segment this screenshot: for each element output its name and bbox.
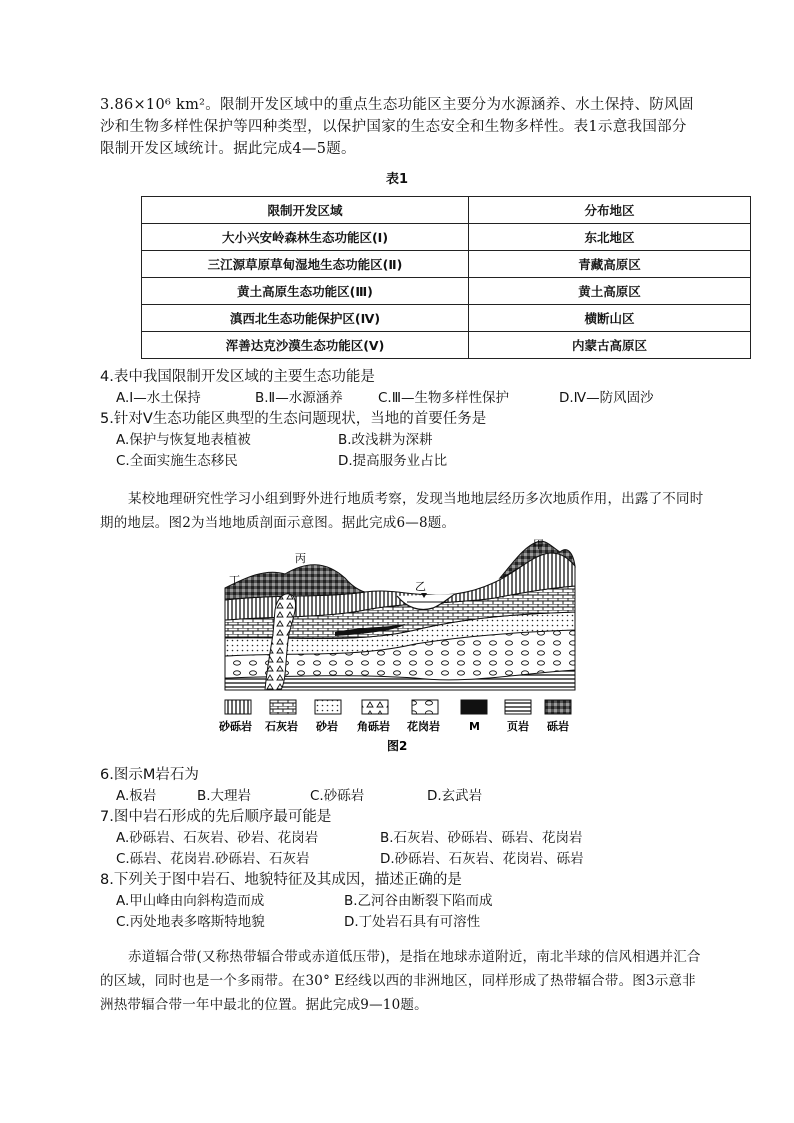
question-5-stem: 5.针对Ⅴ生态功能区典型的生态问题现状，当地的首要任务是 [100, 411, 487, 427]
legend-label: M [469, 720, 480, 733]
legend [219, 700, 571, 733]
table-cell: 东北地区 [469, 224, 751, 251]
table-row [142, 251, 751, 278]
intro-paragraph-2: 某校地理研究性学习小组到野外进行地质考察，发现当地地层经历多次地质作用，出露了不同时期的地层。图2为当地地质剖面示意图。据此完成6—8题。 [100, 491, 704, 531]
option-d: D.丁处岩石具有可溶性 [344, 914, 481, 930]
legend-label: 石灰岩 [265, 720, 298, 733]
intro-paragraph-3: 赤道辐合带(又称热带辐合带或赤道低压带)，是指在地球赤道附近，南北半球的信风相遇并汇合的区域，同时也是一个多雨带。在30° E经线以西的非洲地区，同样形成了热带辐合带。图3示意非洲热带辐合带一年中最北的位置。据此完成9—10题。 [100, 949, 701, 1013]
legend-label: 砾岩 [547, 720, 569, 733]
legend-label: 页岩 [507, 720, 529, 733]
option-b: B.石灰岩、砂砾岩、砾岩、花岗岩 [380, 830, 583, 846]
table-cell: 青藏高原区 [469, 251, 751, 278]
question-8-stem: 8.下列关于图中岩石、地貌特征及其成因，描述正确的是 [100, 872, 462, 888]
label-bing: 丙 [295, 552, 306, 565]
question-6-stem: 6.图示M岩石为 [100, 767, 199, 783]
option-d: D.砂砾岩、石灰岩、花岗岩、砾岩 [380, 851, 584, 867]
table-cell: 浑善达克沙漠生态功能区(Ⅴ) [142, 332, 469, 359]
legend-swatch [225, 700, 251, 714]
legend-swatch [315, 700, 341, 714]
option-d: D.玄武岩 [427, 788, 483, 804]
table-cell: 大小兴安岭森林生态功能区(Ⅰ) [142, 224, 469, 251]
option-a: A.保护与恢复地表植被 [116, 432, 251, 448]
table-row [142, 332, 751, 359]
question-7-stem: 7.图中岩石形成的先后顺序最可能是 [100, 809, 332, 825]
option-a: A.Ⅰ—水土保持 [116, 390, 201, 406]
table-header-cell: 限制开发区域 [142, 197, 469, 224]
option-a: A.板岩 [116, 788, 157, 804]
legend-swatch [362, 700, 388, 714]
option-b: B.Ⅱ—水源涵养 [255, 390, 343, 406]
option-a: A.甲山峰由向斜构造而成 [116, 893, 265, 909]
legend-swatch [461, 700, 487, 714]
table-1 [141, 196, 751, 359]
legend-swatch [545, 700, 571, 714]
geologic-cross-section [215, 538, 585, 758]
option-c: C.砂砾岩 [310, 788, 365, 804]
option-c: C.全面实施生态移民 [116, 453, 238, 469]
option-c: C.Ⅲ—生物多样性保护 [378, 390, 510, 406]
label-ding: 丁 [229, 574, 240, 587]
label-jia: 甲 [533, 538, 544, 551]
table-cell: 黄土高原生态功能区(Ⅲ) [142, 278, 469, 305]
option-c: C.砾岩、花岗岩.砂砾岩、石灰岩 [116, 851, 310, 867]
legend-swatch [270, 700, 296, 714]
legend-label: 砂砾岩 [219, 720, 252, 733]
table-cell: 黄土高原区 [469, 278, 751, 305]
table-row [142, 305, 751, 332]
option-d: D.提高服务业占比 [338, 453, 448, 469]
label-yi: 乙 [415, 580, 426, 593]
option-c: C.丙处地表多喀斯特地貌 [116, 914, 265, 930]
option-b: B.乙河谷由断裂下陷而成 [344, 893, 493, 909]
question-4-stem: 4.表中我国限制开发区域的主要生态功能是 [100, 369, 375, 385]
table-header-cell: 分布地区 [469, 197, 751, 224]
table-row [142, 278, 751, 305]
legend-label: 花岗岩 [407, 720, 440, 733]
option-b: B.大理岩 [197, 788, 252, 804]
option-a: A.砂砾岩、石灰岩、砂岩、花岗岩 [116, 830, 319, 846]
table-row [142, 224, 751, 251]
table-cell: 三江源草原草甸湿地生态功能区(Ⅱ) [142, 251, 469, 278]
figure-caption: 图2 [387, 739, 408, 753]
table-caption: 表1 [385, 172, 409, 187]
table-cell: 内蒙古高原区 [469, 332, 751, 359]
legend-swatch [505, 700, 531, 714]
option-b: B.改浅耕为深耕 [338, 432, 433, 448]
section-body [225, 541, 575, 690]
legend-label: 角砾岩 [357, 720, 390, 733]
option-d: D.Ⅳ—防风固沙 [559, 390, 654, 406]
table-cell: 滇西北生态功能保护区(Ⅳ) [142, 305, 469, 332]
legend-label: 砂岩 [316, 720, 338, 733]
table-cell: 横断山区 [469, 305, 751, 332]
figure-2 [215, 538, 585, 758]
intro-paragraph-1: 3.86×10⁶ km²。限制开发区域中的重点生态功能区主要分为水源涵养、水土保持、防风固沙和生物多样性保护等四种类型，以保护国家的生态安全和生物多样性。表1示意我国部分限制开发区域统计。据此完成4—5题。 [100, 97, 694, 157]
legend-swatch [412, 700, 438, 714]
table-header-row [142, 197, 751, 224]
